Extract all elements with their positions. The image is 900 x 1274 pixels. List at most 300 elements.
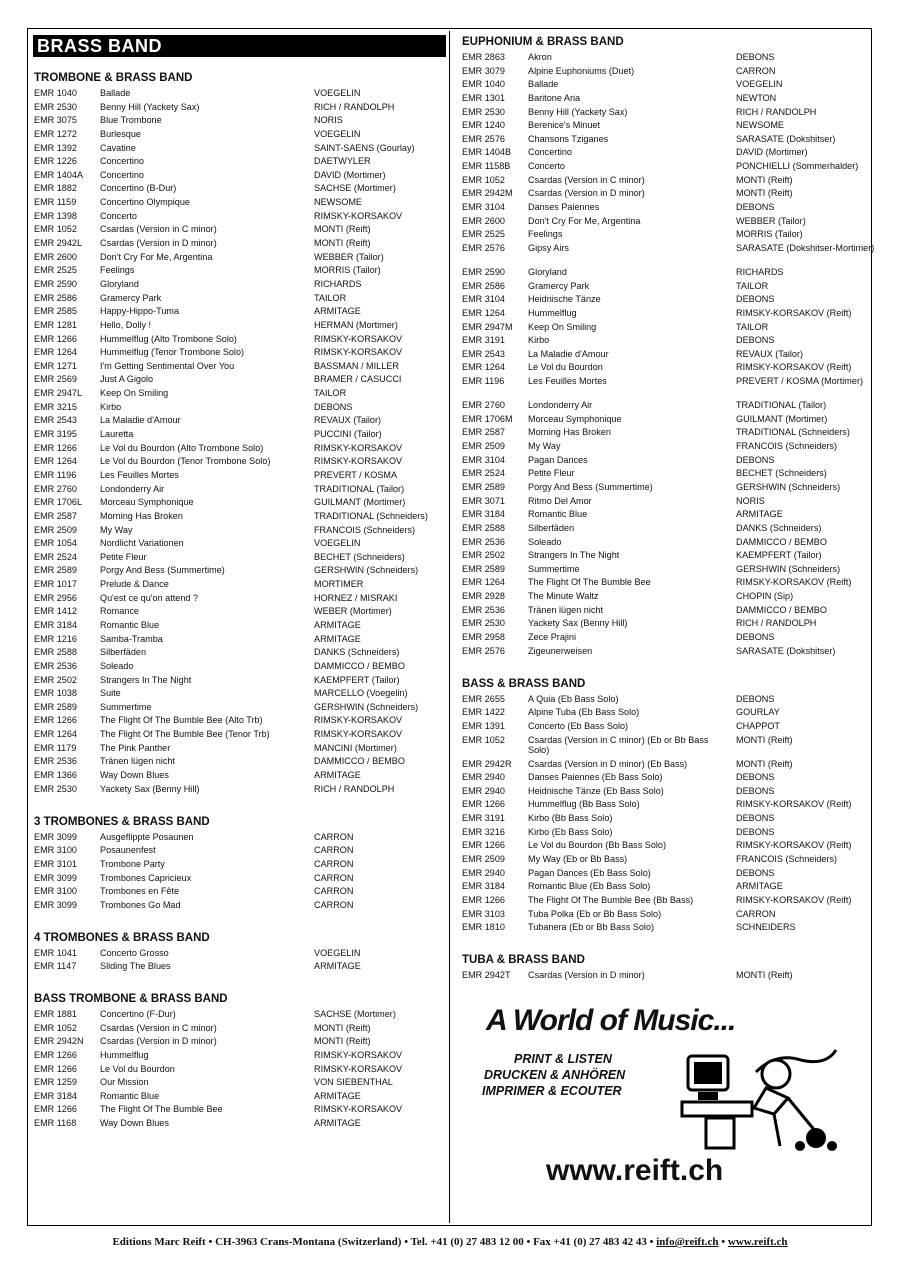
catalog-row bbox=[34, 114, 448, 128]
item-title: Le Vol du Bourdon bbox=[528, 362, 603, 373]
item-title: Summertime bbox=[528, 563, 580, 574]
catalog-row bbox=[462, 631, 873, 645]
item-title: Just A Gigolo bbox=[100, 374, 154, 385]
item-title: Petite Fleur bbox=[528, 468, 575, 479]
item-code: EMR 2530 bbox=[462, 106, 505, 117]
item-code: EMR 2509 bbox=[462, 441, 505, 452]
item-title: Concertino bbox=[100, 169, 144, 180]
item-composer: VOEGELIN bbox=[314, 128, 361, 139]
item-code: EMR 1168 bbox=[34, 1118, 77, 1129]
item-title: Csardas (Version in D minor) bbox=[100, 238, 217, 249]
advert-title: A World of Music... bbox=[486, 1004, 736, 1037]
catalog-row bbox=[34, 319, 448, 333]
item-composer: VOEGELIN bbox=[314, 947, 361, 958]
item-title: Ballade bbox=[100, 88, 131, 98]
catalog-row bbox=[34, 578, 448, 592]
item-composer: DEBONS bbox=[736, 294, 775, 305]
item-code: EMR 2940 bbox=[462, 785, 505, 796]
catalog-row bbox=[462, 201, 873, 215]
item-title: A Quia (Eb Bass Solo) bbox=[528, 693, 619, 704]
item-title: Romance bbox=[100, 606, 139, 617]
item-code: EMR 1266 bbox=[462, 799, 505, 810]
item-title: Burlesque bbox=[100, 128, 141, 139]
item-title: Trombone Party bbox=[100, 859, 165, 870]
item-code: EMR 2524 bbox=[462, 468, 505, 479]
item-title: Qu'est ce qu'on attend ? bbox=[100, 592, 199, 603]
item-code: EMR 3099 bbox=[34, 900, 77, 910]
catalog-section bbox=[462, 33, 873, 658]
item-code: EMR 1259 bbox=[34, 1077, 77, 1088]
item-title: Londonderry Air bbox=[100, 483, 165, 494]
item-composer: MONTI (Reift) bbox=[314, 224, 371, 235]
item-composer: TRADITIONAL (Tailor) bbox=[314, 483, 405, 494]
catalog-row bbox=[462, 106, 873, 120]
catalog-row bbox=[34, 687, 448, 701]
catalog-row bbox=[34, 714, 448, 728]
catalog-row bbox=[462, 334, 873, 348]
item-title: Concerto bbox=[528, 161, 565, 172]
item-composer: TRADITIONAL (Schneiders) bbox=[736, 427, 850, 438]
item-composer: DAVID (Mortimer) bbox=[736, 147, 808, 158]
item-code: EMR 2760 bbox=[462, 400, 505, 411]
catalog-row bbox=[462, 146, 873, 160]
catalog-row bbox=[34, 510, 448, 524]
catalog-row bbox=[462, 321, 873, 335]
item-title: Akron bbox=[528, 52, 552, 62]
catalog-row bbox=[34, 387, 448, 401]
catalog-row bbox=[34, 1022, 448, 1036]
item-title: Keep On Smiling bbox=[528, 321, 597, 332]
item-composer: DEBONS bbox=[736, 52, 775, 62]
item-composer: CARRON bbox=[314, 831, 354, 842]
item-code: EMR 2590 bbox=[34, 278, 77, 289]
item-composer: PONCHIELLI (Sommerhalder) bbox=[736, 161, 859, 172]
item-code: EMR 1392 bbox=[34, 142, 77, 153]
item-composer: TRADITIONAL (Schneiders) bbox=[314, 510, 428, 521]
item-composer: DEBONS bbox=[736, 202, 775, 213]
item-code: EMR 1159 bbox=[34, 197, 77, 208]
catalog-row bbox=[34, 360, 448, 374]
catalog-row bbox=[34, 442, 448, 456]
item-code: EMR 1266 bbox=[34, 1063, 77, 1074]
item-composer: RIMSKY-KORSAKOV bbox=[314, 1063, 403, 1074]
catalog-row bbox=[462, 921, 873, 935]
catalog-row bbox=[462, 908, 873, 922]
item-code: EMR 2588 bbox=[34, 647, 77, 658]
item-title: Concerto Grosso bbox=[100, 947, 169, 958]
item-composer: RIMSKY-KORSAKOV bbox=[314, 456, 403, 467]
item-composer: RIMSKY-KORSAKOV (Reift) bbox=[736, 307, 852, 318]
item-title: Yackety Sax (Benny Hill) bbox=[100, 783, 200, 794]
item-code: EMR 2958 bbox=[462, 631, 505, 642]
catalog-section bbox=[462, 951, 873, 983]
item-composer: WEBER (Mortimer) bbox=[314, 606, 392, 617]
item-composer: ARMITAGE bbox=[314, 306, 361, 317]
item-code: EMR 2587 bbox=[462, 427, 505, 438]
item-code: EMR 3195 bbox=[34, 429, 77, 440]
catalog-row bbox=[462, 617, 873, 631]
item-composer: DEBONS bbox=[736, 335, 775, 346]
item-composer: RIMSKY-KORSAKOV bbox=[314, 729, 403, 740]
item-composer: RIMSKY-KORSAKOV (Reift) bbox=[736, 840, 852, 851]
item-composer: GERSHWIN (Schneiders) bbox=[736, 563, 841, 574]
item-code: EMR 1266 bbox=[34, 333, 77, 344]
catalog-row bbox=[34, 251, 448, 265]
item-title: Posaunenfest bbox=[100, 845, 156, 856]
catalog-row bbox=[34, 885, 448, 899]
item-composer: PREVERT / KOSMA bbox=[314, 469, 398, 480]
catalog-row bbox=[34, 660, 448, 674]
catalog-row bbox=[462, 812, 873, 826]
item-composer: CARRON bbox=[314, 872, 354, 883]
item-composer: MONTI (Reift) bbox=[314, 238, 371, 249]
item-title: Kirbo bbox=[100, 401, 122, 412]
item-code: EMR 1882 bbox=[34, 183, 77, 194]
item-composer: FRANCOIS (Schneiders) bbox=[736, 441, 838, 452]
item-code: EMR 3071 bbox=[462, 495, 505, 506]
catalog-row bbox=[462, 242, 873, 266]
item-code: EMR 1266 bbox=[34, 715, 77, 726]
catalog-row bbox=[34, 1035, 448, 1049]
item-code: EMR 2576 bbox=[462, 133, 505, 144]
catalog-row bbox=[462, 78, 873, 92]
item-composer: NORIS bbox=[314, 115, 343, 126]
item-title: Lauretta bbox=[100, 429, 134, 440]
item-composer: NEWSOME bbox=[314, 197, 362, 208]
composer-at-computer-icon bbox=[676, 1042, 846, 1152]
item-composer: DEBONS bbox=[736, 867, 775, 878]
item-code: EMR 2586 bbox=[462, 280, 505, 291]
catalog-row bbox=[462, 771, 873, 785]
item-code: EMR 2600 bbox=[462, 215, 505, 226]
item-title: Heidnische Tänze bbox=[528, 294, 601, 305]
catalog-row bbox=[34, 1076, 448, 1090]
item-code: EMR 1272 bbox=[34, 128, 77, 139]
item-composer: WEBBER (Tailor) bbox=[736, 215, 806, 226]
item-title: Kirbo bbox=[528, 335, 550, 346]
item-composer: ARMITAGE bbox=[314, 1118, 361, 1129]
catalog-row bbox=[462, 481, 873, 495]
item-title: Our Mission bbox=[100, 1077, 149, 1088]
catalog-row bbox=[462, 266, 873, 280]
item-composer: FRANCOIS (Schneiders) bbox=[736, 854, 838, 865]
item-composer: RIMSKY-KORSAKOV (Reift) bbox=[736, 362, 852, 373]
item-title: Soleado bbox=[100, 660, 134, 671]
item-title: Csardas (Version in C minor) bbox=[100, 224, 217, 235]
item-code: EMR 1706M bbox=[462, 413, 513, 424]
catalog-row bbox=[34, 899, 448, 913]
item-code: EMR 2530 bbox=[34, 783, 77, 794]
item-title: Berenice's Minuet bbox=[528, 120, 600, 131]
item-title: Danses Paiennes (Eb Bass Solo) bbox=[528, 772, 663, 783]
item-title: Zece Prajini bbox=[528, 631, 577, 642]
catalog-row bbox=[462, 119, 873, 133]
item-title: Csardas (Version in D minor) bbox=[100, 1036, 217, 1047]
item-title: Romantic Blue (Eb Bass Solo) bbox=[528, 881, 651, 892]
item-composer: ARMITAGE bbox=[736, 881, 783, 892]
item-composer: RIMSKY-KORSAKOV bbox=[314, 333, 403, 344]
catalog-section bbox=[462, 675, 873, 935]
item-code: EMR 1158B bbox=[462, 161, 511, 172]
item-code: EMR 1404A bbox=[34, 169, 84, 180]
catalog-row bbox=[34, 264, 448, 278]
item-code: EMR 2569 bbox=[34, 374, 77, 385]
item-title: Romantic Blue bbox=[100, 1090, 160, 1101]
item-title: Feelings bbox=[528, 229, 563, 240]
item-composer: MORTIMER bbox=[314, 579, 364, 590]
page-banner: BRASS BAND bbox=[33, 35, 446, 57]
item-code: EMR 2536 bbox=[462, 604, 505, 615]
item-code: EMR 1052 bbox=[462, 174, 505, 185]
item-composer: REVAUX (Tailor) bbox=[736, 348, 804, 359]
item-composer: VOEGELIN bbox=[314, 88, 361, 98]
catalog-row bbox=[34, 496, 448, 510]
item-code: EMR 1264 bbox=[462, 362, 505, 373]
item-title: Morceau Symphonique bbox=[528, 413, 622, 424]
item-title: Csardas (Version in D minor) (Eb Bass) bbox=[528, 758, 688, 769]
item-composer: MONTI (Reift) bbox=[736, 734, 793, 745]
catalog-row bbox=[34, 551, 448, 565]
item-title: Csardas (Version in D minor) bbox=[528, 970, 645, 981]
item-code: EMR 1017 bbox=[34, 579, 77, 590]
item-composer: DEBONS bbox=[736, 826, 775, 837]
catalog-row bbox=[462, 706, 873, 720]
item-code: EMR 2947M bbox=[462, 321, 513, 332]
item-composer: GERSHWIN (Schneiders) bbox=[314, 701, 419, 712]
item-title: Samba-Tramba bbox=[100, 633, 163, 644]
item-title: My Way bbox=[528, 441, 561, 452]
item-title: Concertino bbox=[100, 156, 144, 167]
item-composer: DEBONS bbox=[736, 813, 775, 824]
item-code: EMR 3075 bbox=[34, 115, 77, 126]
item-code: EMR 2956 bbox=[34, 592, 77, 603]
catalog-row bbox=[34, 947, 448, 961]
item-composer: RICH / RANDOLPH bbox=[736, 106, 817, 117]
item-composer: RIMSKY-KORSAKOV bbox=[314, 1049, 403, 1060]
item-code: EMR 2589 bbox=[462, 481, 505, 492]
item-title: Concertino (B-Dur) bbox=[100, 183, 177, 194]
item-composer: RIMSKY-KORSAKOV bbox=[314, 1104, 403, 1115]
item-code: EMR 1366 bbox=[34, 770, 77, 781]
item-composer: CARRON bbox=[314, 900, 354, 910]
item-code: EMR 1266 bbox=[34, 442, 77, 453]
catalog-row bbox=[34, 373, 448, 387]
item-code: EMR 3104 bbox=[462, 454, 505, 465]
item-composer: RICHARDS bbox=[736, 266, 784, 277]
item-title: Suite bbox=[100, 688, 121, 699]
catalog-row bbox=[462, 92, 873, 106]
item-composer: BECHET (Schneiders) bbox=[314, 551, 405, 562]
item-code: EMR 2586 bbox=[34, 292, 77, 303]
item-title: Tränen lügen nicht bbox=[100, 756, 175, 767]
item-code: EMR 1810 bbox=[462, 922, 505, 933]
right-column bbox=[456, 29, 873, 1225]
catalog-row bbox=[462, 495, 873, 509]
item-code: EMR 1264 bbox=[34, 729, 77, 740]
item-composer: DAETWYLER bbox=[314, 156, 371, 167]
item-title: Benny Hill (Yackety Sax) bbox=[100, 101, 200, 112]
item-title: Heidnische Tänze (Eb Bass Solo) bbox=[528, 785, 664, 796]
catalog-row bbox=[462, 215, 873, 229]
item-title: Gipsy Airs bbox=[528, 242, 569, 253]
catalog-row bbox=[462, 880, 873, 894]
catalog-row bbox=[34, 223, 448, 237]
item-code: EMR 1147 bbox=[34, 961, 77, 972]
catalog-row bbox=[34, 305, 448, 319]
item-code: EMR 1196 bbox=[34, 469, 77, 480]
advert-world-of-music[interactable] bbox=[482, 1004, 846, 1192]
catalog-row bbox=[34, 858, 448, 872]
item-code: EMR 2655 bbox=[462, 693, 505, 704]
item-composer: FRANCOIS (Schneiders) bbox=[314, 524, 416, 535]
item-composer: HERMAN (Mortimer) bbox=[314, 319, 398, 330]
item-code: EMR 1052 bbox=[34, 224, 77, 235]
item-code: EMR 2928 bbox=[462, 591, 505, 602]
item-composer: CHOPIN (Sip) bbox=[736, 591, 794, 602]
item-composer: SAINT-SAENS (Gourlay) bbox=[314, 142, 415, 153]
catalog-row bbox=[34, 742, 448, 756]
item-title: Hummelflug (Tenor Trombone Solo) bbox=[100, 347, 245, 358]
catalog-row bbox=[462, 645, 873, 659]
item-code: EMR 1264 bbox=[34, 347, 77, 358]
item-title: La Maladie d'Amour bbox=[100, 415, 181, 426]
item-title: Morceau Symphonique bbox=[100, 497, 194, 508]
item-code: EMR 3099 bbox=[34, 831, 77, 842]
item-composer: GUILMANT (Mortimer) bbox=[314, 497, 406, 508]
catalog-row bbox=[462, 576, 873, 590]
item-composer: HORNEZ / MISRAKI bbox=[314, 592, 398, 603]
item-composer: DAMMICCO / BEMBO bbox=[314, 660, 405, 671]
item-title: Hummelflug (Bb Bass Solo) bbox=[528, 799, 640, 810]
item-composer: CHAPPOT bbox=[736, 720, 780, 731]
catalog-row bbox=[462, 413, 873, 427]
catalog-row bbox=[34, 564, 448, 578]
item-code: EMR 3104 bbox=[462, 202, 505, 213]
item-composer: NEWSOME bbox=[736, 120, 784, 131]
item-composer: ARMITAGE bbox=[736, 509, 783, 520]
catalog-row bbox=[34, 455, 448, 469]
advert-url[interactable]: www.reift.ch bbox=[546, 1154, 724, 1187]
catalog-row bbox=[34, 155, 448, 169]
catalog-row bbox=[34, 128, 448, 142]
footer-web-link[interactable]: www.reift.ch bbox=[727, 1236, 788, 1248]
item-composer: VOEGELIN bbox=[736, 79, 783, 90]
item-code: EMR 1179 bbox=[34, 742, 77, 753]
footer-separator: • bbox=[718, 1236, 728, 1248]
item-title: Concerto (Eb Bass Solo) bbox=[528, 720, 629, 731]
catalog-row bbox=[34, 346, 448, 360]
item-title: Pagan Dances bbox=[528, 454, 588, 465]
item-code: EMR 1240 bbox=[462, 120, 505, 131]
footer-contact: Editions Marc Reift • CH-3963 Crans-Montana (Switzerland) • Tel. +41 (0) 27 483 12 00 • Fax +41 (0) 27 483 42 43 • bbox=[112, 1236, 657, 1248]
item-title: Don't Cry For Me, Argentina bbox=[528, 215, 641, 226]
item-composer: RIMSKY-KORSAKOV (Reift) bbox=[736, 799, 852, 810]
item-title: The Flight Of The Bumble Bee bbox=[100, 1104, 223, 1115]
catalog-row bbox=[34, 769, 448, 783]
item-code: EMR 2942M bbox=[462, 188, 513, 199]
catalog-row bbox=[34, 414, 448, 428]
item-composer: RIMSKY-KORSAKOV (Reift) bbox=[736, 894, 852, 905]
catalog-frame bbox=[27, 28, 875, 1226]
catalog-row bbox=[462, 307, 873, 321]
catalog-row bbox=[34, 537, 448, 551]
item-code: EMR 2587 bbox=[34, 510, 77, 521]
item-title: Nordlicht Variationen bbox=[100, 538, 184, 549]
item-title: Tränen lügen nicht bbox=[528, 604, 603, 615]
catalog-row bbox=[462, 522, 873, 536]
catalog-row bbox=[462, 133, 873, 147]
item-code: EMR 2585 bbox=[34, 306, 77, 317]
item-title: Gloryland bbox=[100, 278, 139, 289]
item-code: EMR 1398 bbox=[34, 210, 77, 221]
item-code: EMR 2524 bbox=[34, 551, 77, 562]
item-code: EMR 1038 bbox=[34, 688, 77, 699]
item-code: EMR 2942T bbox=[462, 970, 511, 981]
item-code: EMR 1706L bbox=[34, 497, 83, 508]
section-title: EUPHONIUM & BRASS BAND bbox=[462, 36, 624, 48]
item-code: EMR 2525 bbox=[462, 229, 505, 240]
item-code: EMR 1226 bbox=[34, 156, 77, 167]
catalog-row bbox=[462, 454, 873, 468]
item-composer: DEBONS bbox=[736, 693, 775, 704]
item-composer: DANKS (Schneiders) bbox=[314, 647, 400, 658]
item-composer: PREVERT / KOSMA (Mortimer) bbox=[736, 376, 863, 387]
item-code: EMR 2863 bbox=[462, 52, 505, 62]
item-title: Hello, Dolly ! bbox=[100, 319, 152, 330]
item-title: My Way (Eb or Bb Bass) bbox=[528, 854, 628, 865]
catalog-row bbox=[34, 469, 448, 483]
item-code: EMR 2576 bbox=[462, 242, 505, 253]
item-title: Zigeunerweisen bbox=[528, 645, 593, 656]
catalog-row bbox=[34, 483, 448, 497]
item-code: EMR 1041 bbox=[34, 947, 77, 958]
item-code: EMR 2589 bbox=[34, 565, 77, 576]
item-code: EMR 1422 bbox=[462, 707, 505, 718]
catalog-row bbox=[34, 728, 448, 742]
item-title: Les Feuilles Mortes bbox=[528, 376, 607, 387]
item-title: Prelude & Dance bbox=[100, 579, 169, 590]
item-composer: SACHSE (Mortimer) bbox=[314, 1009, 396, 1019]
catalog-row bbox=[34, 428, 448, 442]
item-code: EMR 3184 bbox=[462, 509, 505, 520]
item-composer: RIMSKY-KORSAKOV (Reift) bbox=[736, 577, 852, 588]
item-code: EMR 3184 bbox=[34, 619, 77, 630]
catalog-row bbox=[34, 619, 448, 633]
item-composer: BASSMAN / MILLER bbox=[314, 360, 399, 371]
item-code: EMR 2509 bbox=[462, 854, 505, 865]
catalog-row bbox=[34, 182, 448, 196]
advert-line-2: DRUCKEN & ANHÖREN bbox=[484, 1068, 626, 1082]
item-code: EMR 1391 bbox=[462, 720, 505, 731]
item-title: Romantic Blue bbox=[100, 619, 160, 630]
item-composer: ARMITAGE bbox=[314, 770, 361, 781]
item-title: Ritmo Del Amor bbox=[528, 495, 592, 506]
item-code: EMR 1264 bbox=[462, 307, 505, 318]
item-code: EMR 2576 bbox=[462, 645, 505, 656]
catalog-row bbox=[462, 293, 873, 307]
item-code: EMR 3100 bbox=[34, 886, 77, 897]
item-title: The Flight Of The Bumble Bee (Tenor Trb) bbox=[100, 729, 270, 740]
item-code: EMR 2509 bbox=[34, 524, 77, 535]
item-title: Cavatine bbox=[100, 142, 136, 153]
item-title: Gramercy Park bbox=[100, 292, 162, 303]
footer-email-link[interactable]: info@reift.ch bbox=[656, 1236, 719, 1248]
catalog-row bbox=[34, 605, 448, 619]
catalog-row bbox=[34, 87, 448, 101]
catalog-row bbox=[34, 755, 448, 769]
item-title: Tubanera (Eb or Bb Bass Solo) bbox=[528, 922, 655, 933]
item-composer: CARRON bbox=[314, 886, 354, 897]
